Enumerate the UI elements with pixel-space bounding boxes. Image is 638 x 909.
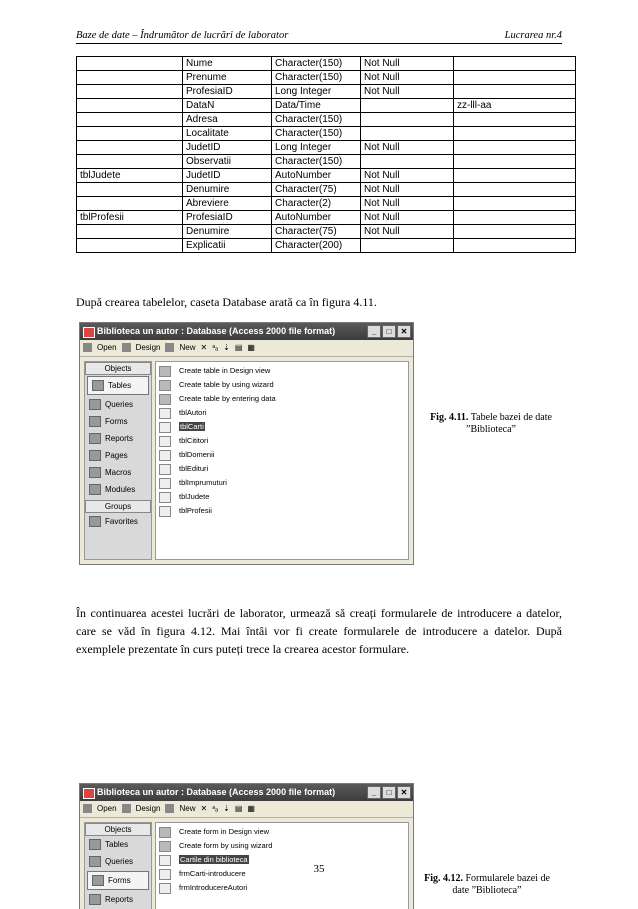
object-list-label: tblAutori xyxy=(179,408,207,417)
table-cell xyxy=(77,113,183,127)
objects-bar-item[interactable] xyxy=(85,836,151,853)
table-row xyxy=(77,71,576,85)
table-cell: Character(200) xyxy=(272,239,361,253)
toolbar-button[interactable] xyxy=(165,801,195,817)
wizard-icon xyxy=(159,841,171,852)
table-cell xyxy=(361,99,454,113)
table-row xyxy=(77,57,576,71)
table-cell xyxy=(454,239,576,253)
caption-text: Formularele bazei de date ”Biblioteca” xyxy=(452,873,550,896)
objects-bar-item[interactable] xyxy=(85,464,151,481)
table-cell: Not Null xyxy=(361,169,454,183)
minimize-button[interactable]: _ xyxy=(367,786,381,799)
toolbar-icon xyxy=(122,804,131,813)
objects-bar-item[interactable] xyxy=(85,447,151,464)
table-cell xyxy=(361,155,454,169)
table-cell: tblJudete xyxy=(77,169,183,183)
object-list-item[interactable] xyxy=(156,392,408,406)
maximize-button[interactable]: □ xyxy=(382,786,396,799)
object-list-item[interactable] xyxy=(156,406,408,420)
objects-header: Objects xyxy=(85,362,151,375)
fields-table xyxy=(76,56,576,253)
table-cell xyxy=(454,127,576,141)
toolbar-label: ✕ xyxy=(200,343,208,352)
toolbar-icon xyxy=(83,804,92,813)
table-cell: Prenume xyxy=(183,71,272,85)
toolbar-label: ⇣ xyxy=(223,804,230,813)
table-row xyxy=(77,113,576,127)
table-cell xyxy=(77,57,183,71)
object-list-label: Create table in Design view xyxy=(179,366,271,375)
caption-label: Fig. 4.12. xyxy=(424,873,463,884)
table-cell: AutoNumber xyxy=(272,211,361,225)
table-cell: Character(75) xyxy=(272,183,361,197)
table-cell xyxy=(77,99,183,113)
object-icon xyxy=(159,506,171,517)
table-cell: Character(150) xyxy=(272,71,361,85)
object-type-icon xyxy=(89,416,101,427)
object-type-icon xyxy=(89,839,101,850)
window-title: Biblioteca un autor : Database (Access 2000 file format) xyxy=(97,326,336,336)
object-type-icon xyxy=(92,875,104,886)
table-row xyxy=(77,197,576,211)
table-cell: Not Null xyxy=(361,57,454,71)
database-toolbar xyxy=(80,801,413,818)
toolbar-button[interactable] xyxy=(235,801,243,817)
object-list-item[interactable] xyxy=(156,839,408,853)
object-list-item[interactable] xyxy=(156,420,408,434)
table-cell: Not Null xyxy=(361,71,454,85)
object-list-label: tblCititori xyxy=(179,436,209,445)
object-list-label: tblJudete xyxy=(179,492,210,501)
table-cell xyxy=(77,225,183,239)
object-list-item[interactable] xyxy=(156,462,408,476)
table-row xyxy=(77,211,576,225)
toolbar-button[interactable] xyxy=(122,801,161,817)
toolbar-button[interactable] xyxy=(165,340,195,356)
object-list-item[interactable] xyxy=(156,490,408,504)
toolbar-label: ▦ xyxy=(247,343,255,352)
table-cell xyxy=(454,197,576,211)
table-cell: Explicatii xyxy=(183,239,272,253)
objects-bar-label: Tables xyxy=(105,840,129,849)
toolbar-label: ▤ xyxy=(234,804,243,813)
objects-bar-item[interactable] xyxy=(87,376,149,395)
table-cell: Character(150) xyxy=(272,57,361,71)
objects-bar-label: Tables xyxy=(108,381,132,390)
paragraph-intro: După crearea tabelelor, caseta Database arată ca în figura 4.11. xyxy=(76,295,377,309)
object-list-label: tblDomenii xyxy=(179,450,215,459)
object-icon xyxy=(159,492,171,503)
table-cell: Not Null xyxy=(361,211,454,225)
table-row xyxy=(77,225,576,239)
toolbar-button[interactable] xyxy=(247,801,255,817)
figure-caption-4-12 xyxy=(421,873,553,897)
header-divider xyxy=(76,43,562,44)
table-cell xyxy=(454,141,576,155)
object-list-item[interactable] xyxy=(156,825,408,839)
objects-bar xyxy=(84,361,152,560)
toolbar-icon xyxy=(165,343,174,352)
table-cell xyxy=(361,127,454,141)
object-list-label: frmIntroducereAutori xyxy=(179,883,248,892)
page-header xyxy=(76,30,562,44)
table-cell: Character(75) xyxy=(272,225,361,239)
table-row xyxy=(77,183,576,197)
toolbar-icon xyxy=(83,343,92,352)
object-type-icon xyxy=(89,516,101,527)
object-icon xyxy=(159,436,171,447)
maximize-button[interactable]: □ xyxy=(382,325,396,338)
table-row xyxy=(77,239,576,253)
window-title: Biblioteca un autor : Database (Access 2000 file format) xyxy=(97,787,336,797)
table-cell: ProfesiaID xyxy=(183,211,272,225)
object-list-item[interactable] xyxy=(156,881,408,895)
object-list-item[interactable] xyxy=(156,378,408,392)
object-list-label: Create form in Design view xyxy=(179,827,270,836)
table-cell xyxy=(361,113,454,127)
toolbar-button[interactable] xyxy=(201,340,208,356)
objects-header: Objects xyxy=(85,823,151,836)
table-cell xyxy=(454,57,576,71)
toolbar-label: ᵃₐ xyxy=(212,343,219,352)
table-cell: Character(150) xyxy=(272,155,361,169)
table-cell: Not Null xyxy=(361,85,454,99)
table-cell xyxy=(454,113,576,127)
object-list-item[interactable] xyxy=(156,448,408,462)
figure-caption-4-11 xyxy=(427,412,555,436)
table-cell: Observatii xyxy=(183,155,272,169)
object-list-label: Create table by entering data xyxy=(179,394,276,403)
objects-bar-label: Forms xyxy=(108,876,131,885)
toolbar-label: Design xyxy=(135,804,161,813)
table-row xyxy=(77,155,576,169)
table-cell: Not Null xyxy=(361,225,454,239)
table-cell: Denumire xyxy=(183,225,272,239)
objects-bar-item[interactable] xyxy=(85,430,151,447)
table-cell: Abreviere xyxy=(183,197,272,211)
toolbar-label: Open xyxy=(97,343,117,352)
table-cell xyxy=(77,183,183,197)
object-list-item[interactable] xyxy=(156,434,408,448)
table-cell: Character(150) xyxy=(272,113,361,127)
object-type-icon xyxy=(89,484,101,495)
database-window-forms xyxy=(79,783,414,909)
objects-bar-label: Reports xyxy=(105,434,134,443)
table-cell: AutoNumber xyxy=(272,169,361,183)
object-list-label: tblEdituri xyxy=(179,464,209,473)
object-list-label: Create form by using wizard xyxy=(179,841,273,850)
table-cell xyxy=(77,155,183,169)
caption-label: Fig. 4.11. xyxy=(430,412,469,423)
table-cell xyxy=(77,197,183,211)
table-cell: Character(150) xyxy=(272,127,361,141)
toolbar-label: New xyxy=(179,804,196,813)
toolbar-button[interactable] xyxy=(212,340,218,356)
object-list-item[interactable] xyxy=(156,364,408,378)
table-cell xyxy=(454,211,576,225)
table-cell: Long Integer xyxy=(272,85,361,99)
object-list-label: tblProfesii xyxy=(179,506,212,515)
access-key-icon xyxy=(83,788,95,799)
table-cell: Character(2) xyxy=(272,197,361,211)
table-cell: zz-lll-aa xyxy=(454,99,576,113)
table-cell xyxy=(77,85,183,99)
object-icon xyxy=(159,450,171,461)
table-row xyxy=(77,169,576,183)
objects-bar-label: Pages xyxy=(105,451,128,460)
object-type-icon xyxy=(92,380,104,391)
table-cell: tblProfesii xyxy=(77,211,183,225)
objects-bar-item[interactable] xyxy=(85,891,151,908)
object-list-label: Create table by using wizard xyxy=(179,380,274,389)
toolbar-icon xyxy=(122,343,131,352)
wizard-icon xyxy=(159,366,171,377)
table-cell: JudetID xyxy=(183,169,272,183)
table-row xyxy=(77,99,576,113)
minimize-button[interactable]: _ xyxy=(367,325,381,338)
close-button[interactable]: ✕ xyxy=(397,325,411,338)
database-window-tables xyxy=(79,322,414,565)
table-cell: JudetID xyxy=(183,141,272,155)
object-type-icon xyxy=(89,399,101,410)
toolbar-button[interactable] xyxy=(122,340,161,356)
table-cell: Nume xyxy=(183,57,272,71)
table-row xyxy=(77,127,576,141)
objects-bar-label: Favorites xyxy=(105,517,138,526)
wizard-icon xyxy=(159,394,171,405)
toolbar-button[interactable] xyxy=(223,801,230,817)
object-icon xyxy=(159,464,171,475)
toolbar-button[interactable] xyxy=(212,801,218,817)
table-cell: Long Integer xyxy=(272,141,361,155)
window-titlebar xyxy=(80,784,413,801)
table-cell: Adresa xyxy=(183,113,272,127)
header-left: Baze de date – Îndrumător de lucrări de laborator xyxy=(76,30,289,41)
object-icon xyxy=(159,478,171,489)
toolbar-button[interactable] xyxy=(223,340,230,356)
toolbar-label: ᵃₐ xyxy=(212,804,219,813)
objects-bar-item[interactable] xyxy=(85,481,151,498)
toolbar-button[interactable] xyxy=(83,801,117,817)
objects-bar-label: Macros xyxy=(105,468,132,477)
object-icon xyxy=(159,408,171,419)
table-cell: DataN xyxy=(183,99,272,113)
table-row xyxy=(77,85,576,99)
toolbar-label: ▦ xyxy=(247,804,255,813)
object-icon xyxy=(159,883,171,894)
table-cell: Not Null xyxy=(361,197,454,211)
table-cell xyxy=(454,71,576,85)
table-cell xyxy=(454,155,576,169)
toolbar-label: ✕ xyxy=(200,804,208,813)
groups-header: Groups xyxy=(85,500,151,513)
object-list-label: Cartile din biblioteca xyxy=(180,855,248,864)
header-right: Lucrarea nr.4 xyxy=(504,30,562,41)
objects-bar-label: Queries xyxy=(105,857,134,866)
table-cell xyxy=(454,225,576,239)
table-cell xyxy=(454,183,576,197)
toolbar-button[interactable] xyxy=(247,340,255,356)
table-cell: Localitate xyxy=(183,127,272,141)
table-cell xyxy=(77,127,183,141)
table-cell: ProfesiaID xyxy=(183,85,272,99)
table-cell xyxy=(77,71,183,85)
wizard-icon xyxy=(159,380,171,391)
object-type-icon xyxy=(89,467,101,478)
database-toolbar xyxy=(80,340,413,357)
table-cell: Not Null xyxy=(361,183,454,197)
table-cell: Data/Time xyxy=(272,99,361,113)
table-row xyxy=(77,141,576,155)
table-cell: Denumire xyxy=(183,183,272,197)
objects-bar-item[interactable] xyxy=(85,413,151,430)
toolbar-label: ⇣ xyxy=(223,343,230,352)
object-list-label: frmCarti-introducere xyxy=(179,869,246,878)
objects-bar-label: Reports xyxy=(105,895,134,904)
toolbar-label: Open xyxy=(97,804,117,813)
object-type-icon xyxy=(89,894,101,905)
table-cell xyxy=(361,239,454,253)
object-list-item[interactable] xyxy=(156,476,408,490)
toolbar-button[interactable] xyxy=(83,340,117,356)
caption-text: Tabele bazei de date ”Biblioteca” xyxy=(466,412,552,435)
toolbar-label: New xyxy=(179,343,196,352)
object-list-label: tblCarti xyxy=(180,422,204,431)
object-type-icon xyxy=(89,450,101,461)
toolbar-button[interactable] xyxy=(201,801,208,817)
objects-bar-label: Modules xyxy=(105,485,136,494)
table-cell xyxy=(454,169,576,183)
window-titlebar xyxy=(80,323,413,340)
close-button[interactable]: ✕ xyxy=(397,786,411,799)
objects-bar-label: Forms xyxy=(105,417,128,426)
page-number: 35 xyxy=(313,863,325,875)
toolbar-label: Design xyxy=(135,343,161,352)
table-cell xyxy=(77,239,183,253)
object-list-label: tblImprumuturi xyxy=(179,478,227,487)
toolbar-button[interactable] xyxy=(235,340,243,356)
access-key-icon xyxy=(83,327,95,338)
objects-bar-item[interactable] xyxy=(85,513,151,530)
wizard-icon xyxy=(159,827,171,838)
toolbar-label: ▤ xyxy=(234,343,243,352)
table-cell: Not Null xyxy=(361,141,454,155)
table-cell xyxy=(77,141,183,155)
objects-bar-item[interactable] xyxy=(85,396,151,413)
table-cell xyxy=(454,85,576,99)
object-icon xyxy=(159,422,171,433)
objects-list xyxy=(155,361,409,560)
objects-bar-label: Queries xyxy=(105,400,134,409)
object-type-icon xyxy=(89,433,101,444)
object-list-item[interactable] xyxy=(156,504,408,518)
toolbar-icon xyxy=(165,804,174,813)
paragraph-forms: În continuarea acestei lucrări de laborator, urmează să creați formularele de introducere a datelor, care se văd în figura 4.12. Mai întâi vor fi create formularele de introducere a datelor. După exemplele prezentate în curs puteți trece la crearea acestor formulare. xyxy=(76,606,562,656)
